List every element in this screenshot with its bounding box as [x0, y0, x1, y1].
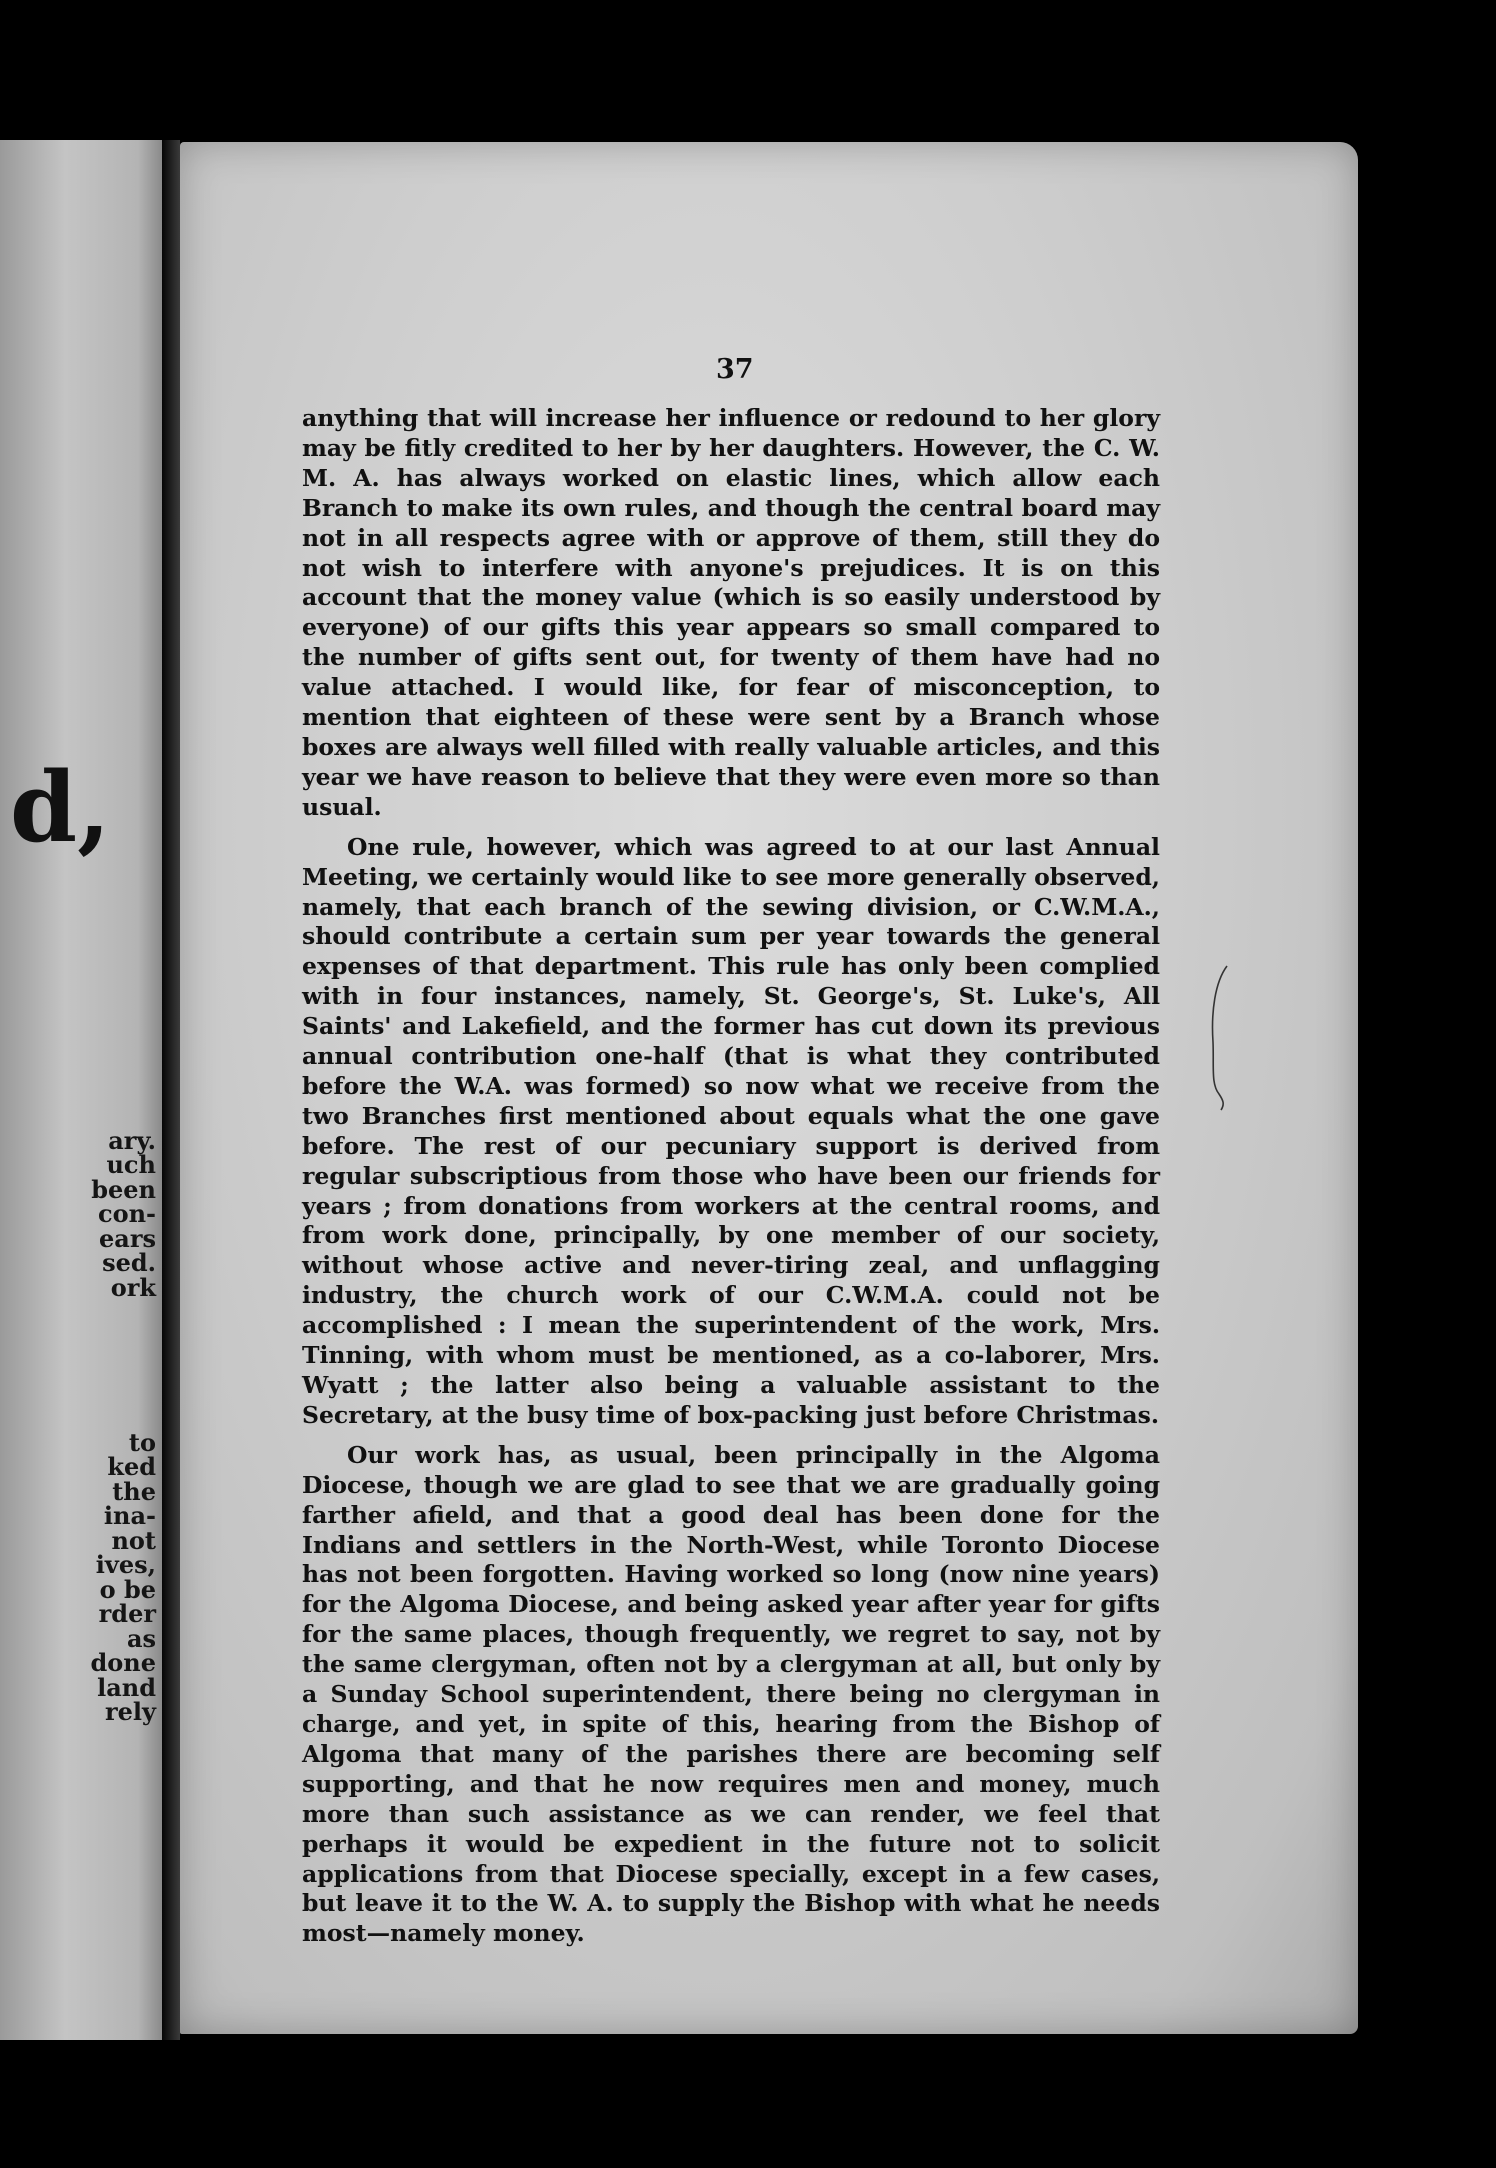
scanned-page — [180, 142, 1358, 2034]
facing-page-line: the — [112, 1477, 156, 1506]
facing-page-line: ina- — [103, 1501, 156, 1530]
facing-page-line: been — [91, 1175, 156, 1204]
facing-page-line: rely — [105, 1697, 156, 1726]
facing-page-line: uch — [106, 1150, 156, 1179]
book-gutter — [162, 140, 180, 2040]
facing-page-line: to — [128, 1428, 156, 1457]
facing-page-line: sed. — [102, 1248, 156, 1277]
facing-page-line: as — [126, 1624, 156, 1653]
facing-page-line: ork — [110, 1273, 156, 1302]
page-number: 37 — [716, 354, 754, 385]
facing-page-line: ked — [107, 1452, 156, 1481]
facing-page-line: done — [90, 1648, 156, 1677]
facing-page-line: ives, — [95, 1550, 156, 1579]
paragraph: One rule, however, which was agreed to at our last Annual Meeting, we certainly would like to see more generally observed, namely, that each branch of the sewing division, or C.W.M.A., should contribute a certain sum per year towards the general expenses of that department. This rule has only been complied with in four instances, namely, St. George's, St. Luke's, All Saints' and Lakefield, and the former has cut down its previous annual contribution one-half (that is what they contributed before the W.A. was formed) so now what we receive from the two Branches first mentioned about equals what the one gave before. The rest of our pecuniary support is derived from regular subscriptious from those who have been our friends for years ; from donations from workers at the central rooms, and from work done, principally, by one member of our society, without whose active and never-tiring zeal, and unflagging industry, the church work of our C.W.M.A. could not be accomplished : I mean the superintendent of the work, Mrs. Tinning, with whom must be mentioned, as a co-laborer, Mrs. Wyatt ; the latter also being a valuable assistant to the Secretary, at the busy time of box-packing just before Christmas. — [302, 832, 1160, 1429]
facing-page-line: ary. — [108, 1126, 156, 1155]
page-body — [302, 404, 1160, 1959]
facing-page-line: o be — [99, 1575, 156, 1604]
paragraph: anything that will increase her influence or redound to her glory may be fitly credited to her by her daughters. However, the C. W. M. A. has always worked on elastic lines, which allow each Branch to make its own rules, and though the central board may not in all respects agree with or approve of them, still they do not wish to interfere with anyone's prejudices. It is on this account that the money value (which is so easily understood by everyone) of our gifts this year appears so small compared to the number of gifts sent out, for twenty of them have had no value attached. I would like, for fear of misconception, to mention that eighteen of these were sent by a Branch whose boxes are always well filled with really valuable articles, and this year we have reason to believe that they were even more so than usual. — [302, 404, 1160, 821]
facing-page-fragment — [0, 140, 162, 2040]
facing-page-line: ears — [99, 1224, 156, 1253]
facing-page-line: rder — [98, 1599, 156, 1628]
pencil-margin-mark — [1205, 962, 1235, 1112]
facing-page-line: land — [97, 1673, 156, 1702]
paragraph: Our work has, as usual, been principally in the Algoma Diocese, though we are glad to see that we are gradually going farther afield, and that a good deal has been done for the Indians and settlers in the North-West, while Toronto Diocese has not been forgotten. Having worked so long (now nine years) for the Algoma Diocese, and being asked year after year for gifts for the same places, though frequently, we regret to say, not by the same clergyman, often not by a clergyman at all, but only by a Sunday School superintendent, there being no clergyman in charge, and yet, in spite of this, hearing from the Bishop of Algoma that many of the parishes there are becoming self supporting, and that he now requires men and money, much more than such assistance as we can render, we feel that perhaps it would be expedient in the future not to solicit applications from that Diocese specially, except in a few cases, but leave it to the W. A. to supply the Bishop with what he needs most—namely money. — [302, 1440, 1160, 1948]
facing-page-line: not — [111, 1526, 156, 1555]
facing-page-glyph: d, — [10, 751, 111, 864]
facing-page-line: con- — [97, 1199, 156, 1228]
